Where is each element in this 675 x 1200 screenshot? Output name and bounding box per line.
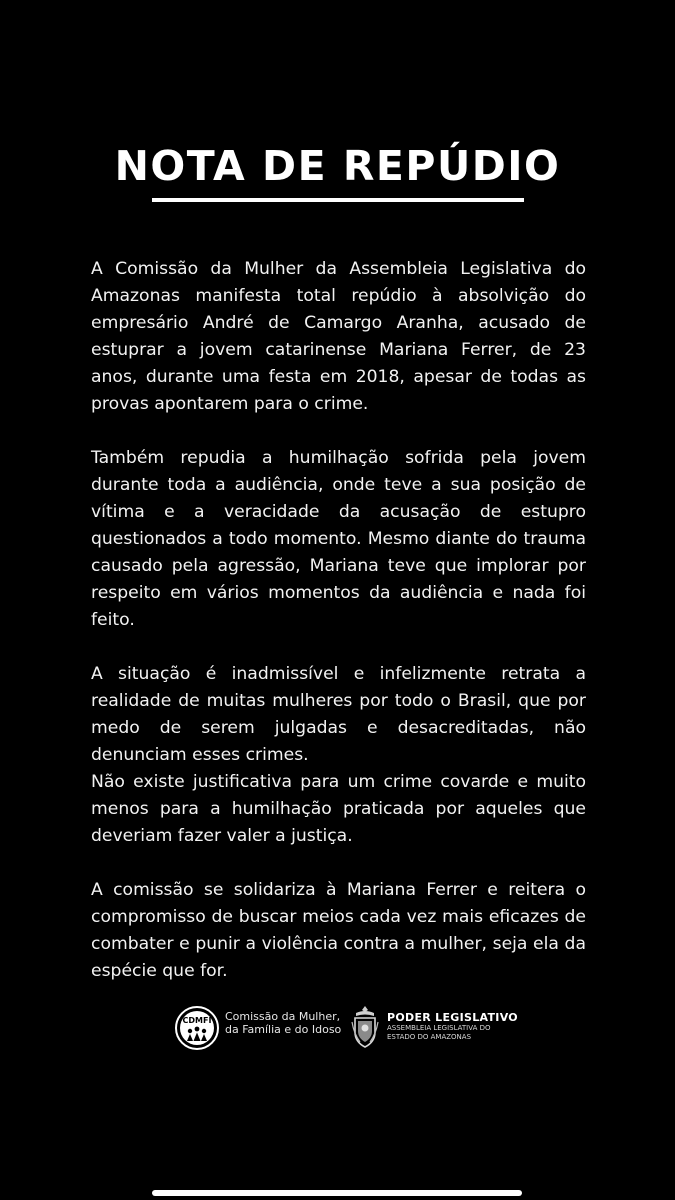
state-coat-of-arms-icon [350,1004,380,1050]
assembly-name [387,1024,491,1041]
assembly-name-line2: ESTADO DO AMAZONAS [387,1032,472,1041]
paragraph-2: Também repudia a humilhação sofrida pela jovem durante toda a audiência, onde teve a sua posição de vítima e a veracidade da acusação de estupro questionados a todo momento. Mesmo diante do trauma causado pela agressão, Mariana teve que implorar por respeito em vários momentos da audiência e nada foi feito. [91,448,586,630]
paragraph-5: A comissão se solidariza à Mariana Ferrer e reitera o compromisso de buscar meios cada vez mais eficazes de combater e punir a violência contra a mulher, seja ela da espécie que for. [91,880,586,981]
cdmfi-logo-text: CDMFI [182,1016,212,1025]
statement-body [91,256,586,1012]
paragraph-3: A situação é inadmissível e infelizmente retrata a realidade de muitas mulheres por todo o Brasil, que por medo de serem julgadas e desacreditadas, não denunciam esses crimes. [91,664,586,765]
paragraph-4: Não existe justificativa para um crime covarde e muito menos para a humilhação praticada por aqueles que deveriam fazer valer a justiça. [91,772,586,846]
commission-name-line1: Comissão da Mulher, [225,1010,341,1023]
home-indicator[interactable] [152,1190,522,1196]
assembly-name-line1: ASSEMBLEIA LEGISLATIVA DO [387,1024,491,1032]
commission-name-line2: da Família e do Idoso [225,1023,342,1036]
title-underline [152,198,524,202]
legislative-power-title: PODER LEGISLATIVO [387,1011,518,1024]
page-title: NOTA DE REPÚDIO [114,142,561,190]
footer-logos [0,1002,675,1052]
paragraph-1: A Comissão da Mulher da Assembleia Legislativa do Amazonas manifesta total repúdio à absolvição do empresário André de Camargo Aranha, acusado de estuprar a jovem catarinense Mariana Ferrer, de 23 anos, durante uma festa em 2018, apesar de todas as provas apontarem para o crime. [91,259,586,414]
commission-name [225,1010,341,1036]
cdmfi-logo-icon [174,1005,220,1051]
